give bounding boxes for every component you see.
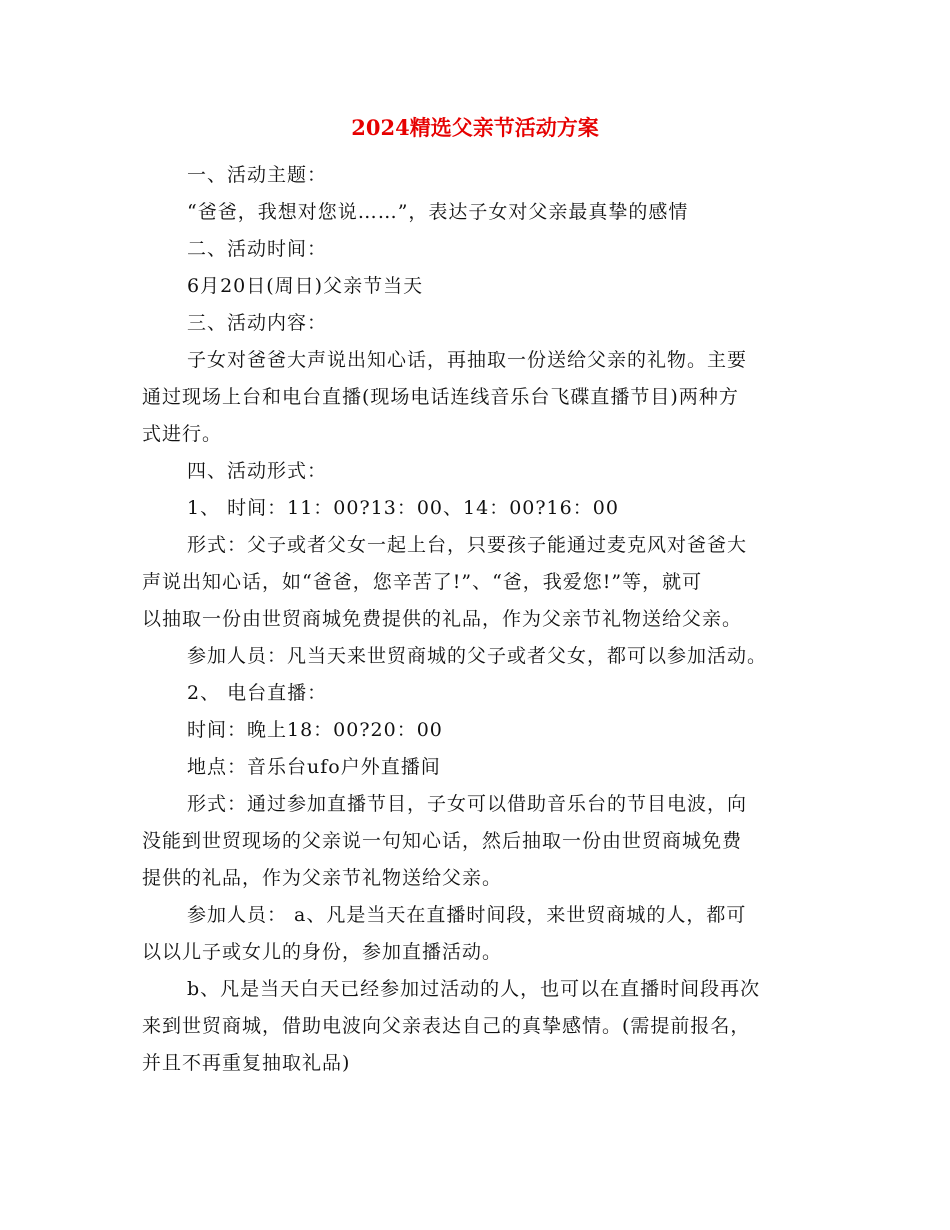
paragraph-line: 形式：父子或者父女一起上台，只要孩子能通过麦克风对爸爸大 xyxy=(187,534,748,556)
section-heading-time: 二、活动时间： xyxy=(187,238,328,260)
paragraph-line: “爸爸，我想对您说……”，表达子女对父亲最真挚的感情 xyxy=(187,201,689,223)
paragraph-line: 形式：通过参加直播节目，子女可以借助音乐台的节目电波，向 xyxy=(187,793,748,815)
paragraph-line: 参加人员： a、凡是当天在直播时间段，来世贸商城的人，都可 xyxy=(187,904,747,926)
paragraph-line: 时间：晚上18：00?20：00 xyxy=(187,719,443,741)
list-item-radio-live: 2、 电台直播： xyxy=(187,682,328,704)
paragraph-line: 以抽取一份由世贸商城免费提供的礼品，作为父亲节礼物送给父亲。 xyxy=(142,608,743,630)
paragraph-line: b、凡是当天白天已经参加过活动的人，也可以在直播时间段再次 xyxy=(187,978,761,1000)
paragraph-line: 没能到世贸现场的父亲说一句知心话，然后抽取一份由世贸商城免费 xyxy=(142,830,743,852)
paragraph-line: 子女对爸爸大声说出知心话，再抽取一份送给父亲的礼物。主要 xyxy=(187,349,748,371)
paragraph-line: 式进行。 xyxy=(142,423,223,445)
section-heading-theme: 一、活动主题： xyxy=(187,164,328,186)
list-item-onsite-time: 1、 时间：11：00?13：00、14：00?16：00 xyxy=(187,497,619,519)
paragraph-line: 声说出知心话，如“爸爸，您辛苦了!”、“爸，我爱您!”等，就可 xyxy=(142,571,703,593)
paragraph-line: 并且不再重复抽取礼品) xyxy=(142,1052,351,1074)
section-heading-format: 四、活动形式： xyxy=(187,460,328,482)
paragraph-line: 通过现场上台和电台直播(现场电话连线音乐台飞碟直播节目)两种方 xyxy=(142,386,739,408)
paragraph-line: 地点：音乐台ufo户外直播间 xyxy=(187,756,441,778)
paragraph-line: 以以儿子或女儿的身份，参加直播活动。 xyxy=(142,941,503,963)
paragraph-line: 6月20日(周日)父亲节当天 xyxy=(187,275,424,297)
section-heading-content: 三、活动内容： xyxy=(187,312,328,334)
document-body xyxy=(142,157,812,1082)
paragraph-line: 来到世贸商城，借助电波向父亲表达自己的真挚感情。(需提前报名， xyxy=(142,1015,751,1037)
document-title: 2024精选父亲节活动方案 xyxy=(351,115,599,140)
paragraph-line: 提供的礼品，作为父亲节礼物送给父亲。 xyxy=(142,867,503,889)
paragraph-line: 参加人员：凡当天来世贸商城的父子或者父女，都可以参加活动。 xyxy=(187,645,768,667)
